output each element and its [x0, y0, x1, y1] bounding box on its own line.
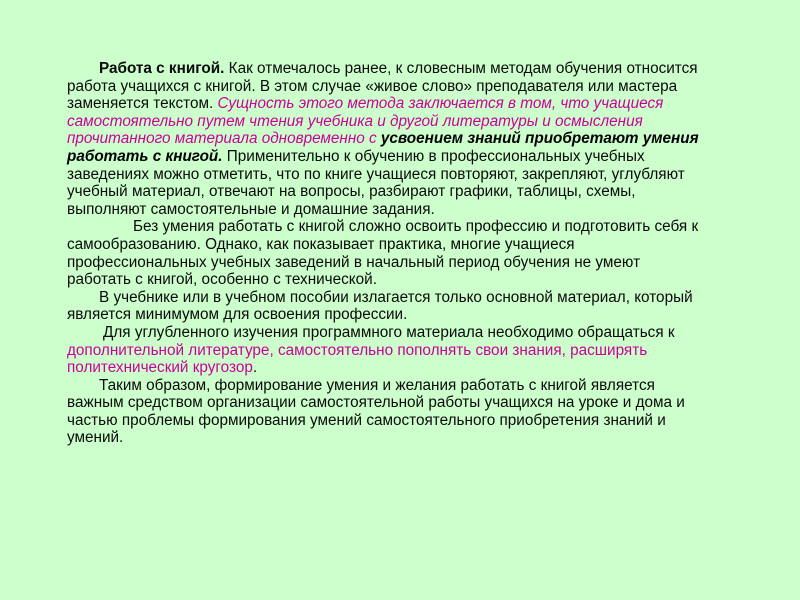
paragraph-text: Без умения работать с книгой сложно освоить профессию и подготовить себя к самообразованию. Однако, как показывает практика, многие учащиеся профессиональных учебных заведений в начальный период обучения не умеют работать с книгой, особенно с технической. [67, 218, 699, 289]
paragraph-text: Таким образом, формирование умения и желания работать с книгой является важным средством организации самостоятельной работы учащихся на уроке и дома и частью проблемы формирования умений самостоятельного приобретения знаний и умений. [67, 376, 685, 447]
paragraph-without-skill [67, 218, 707, 288]
paragraph-text: Применительно к обучению в профессиональных учебных заведениях можно отметить, что по книге учащиеся повторяют, закрепляют, углубляют учебный материал, отвечают на вопросы, разбирают графики, таблицы, схемы, выполняют самостоятельные и домашние задания. [67, 147, 685, 218]
paragraph-text: Как отмечалось ранее, к словесным методам обучения относится работа учащихся с книгой. В этом случае «живое слово» преподавателя или мастера заменяется текстом. [67, 60, 698, 113]
highlighted-bold-text: усвоением знаний приобретают умения работать с книгой. [67, 130, 699, 165]
paragraph-textbook [67, 289, 707, 324]
paragraph-work-with-book [67, 60, 707, 218]
paragraph-conclusion [67, 377, 707, 447]
highlighted-text: дополнительной литературе, самостоятельно пополнять свои знания, расширять политехнический кругозор [67, 341, 648, 377]
paragraph-text: Для углубленного изучения программного материала необходимо обращаться к [103, 323, 675, 341]
highlighted-text: Сущность этого метода заключается в том, что учащиеся самостоятельно путем чтения учебника и другой литературы и осмысления прочитанного материала одновременно с [67, 95, 664, 148]
paragraph-heading: Работа с книгой. [99, 60, 225, 77]
paragraph-text: В учебнике или в учебном пособии излагается только основной материал, который является минимумом для освоения профессии. [67, 288, 693, 324]
paragraph-in-depth-study [67, 324, 707, 377]
body-text [67, 60, 707, 447]
paragraph-text: . [252, 359, 258, 377]
